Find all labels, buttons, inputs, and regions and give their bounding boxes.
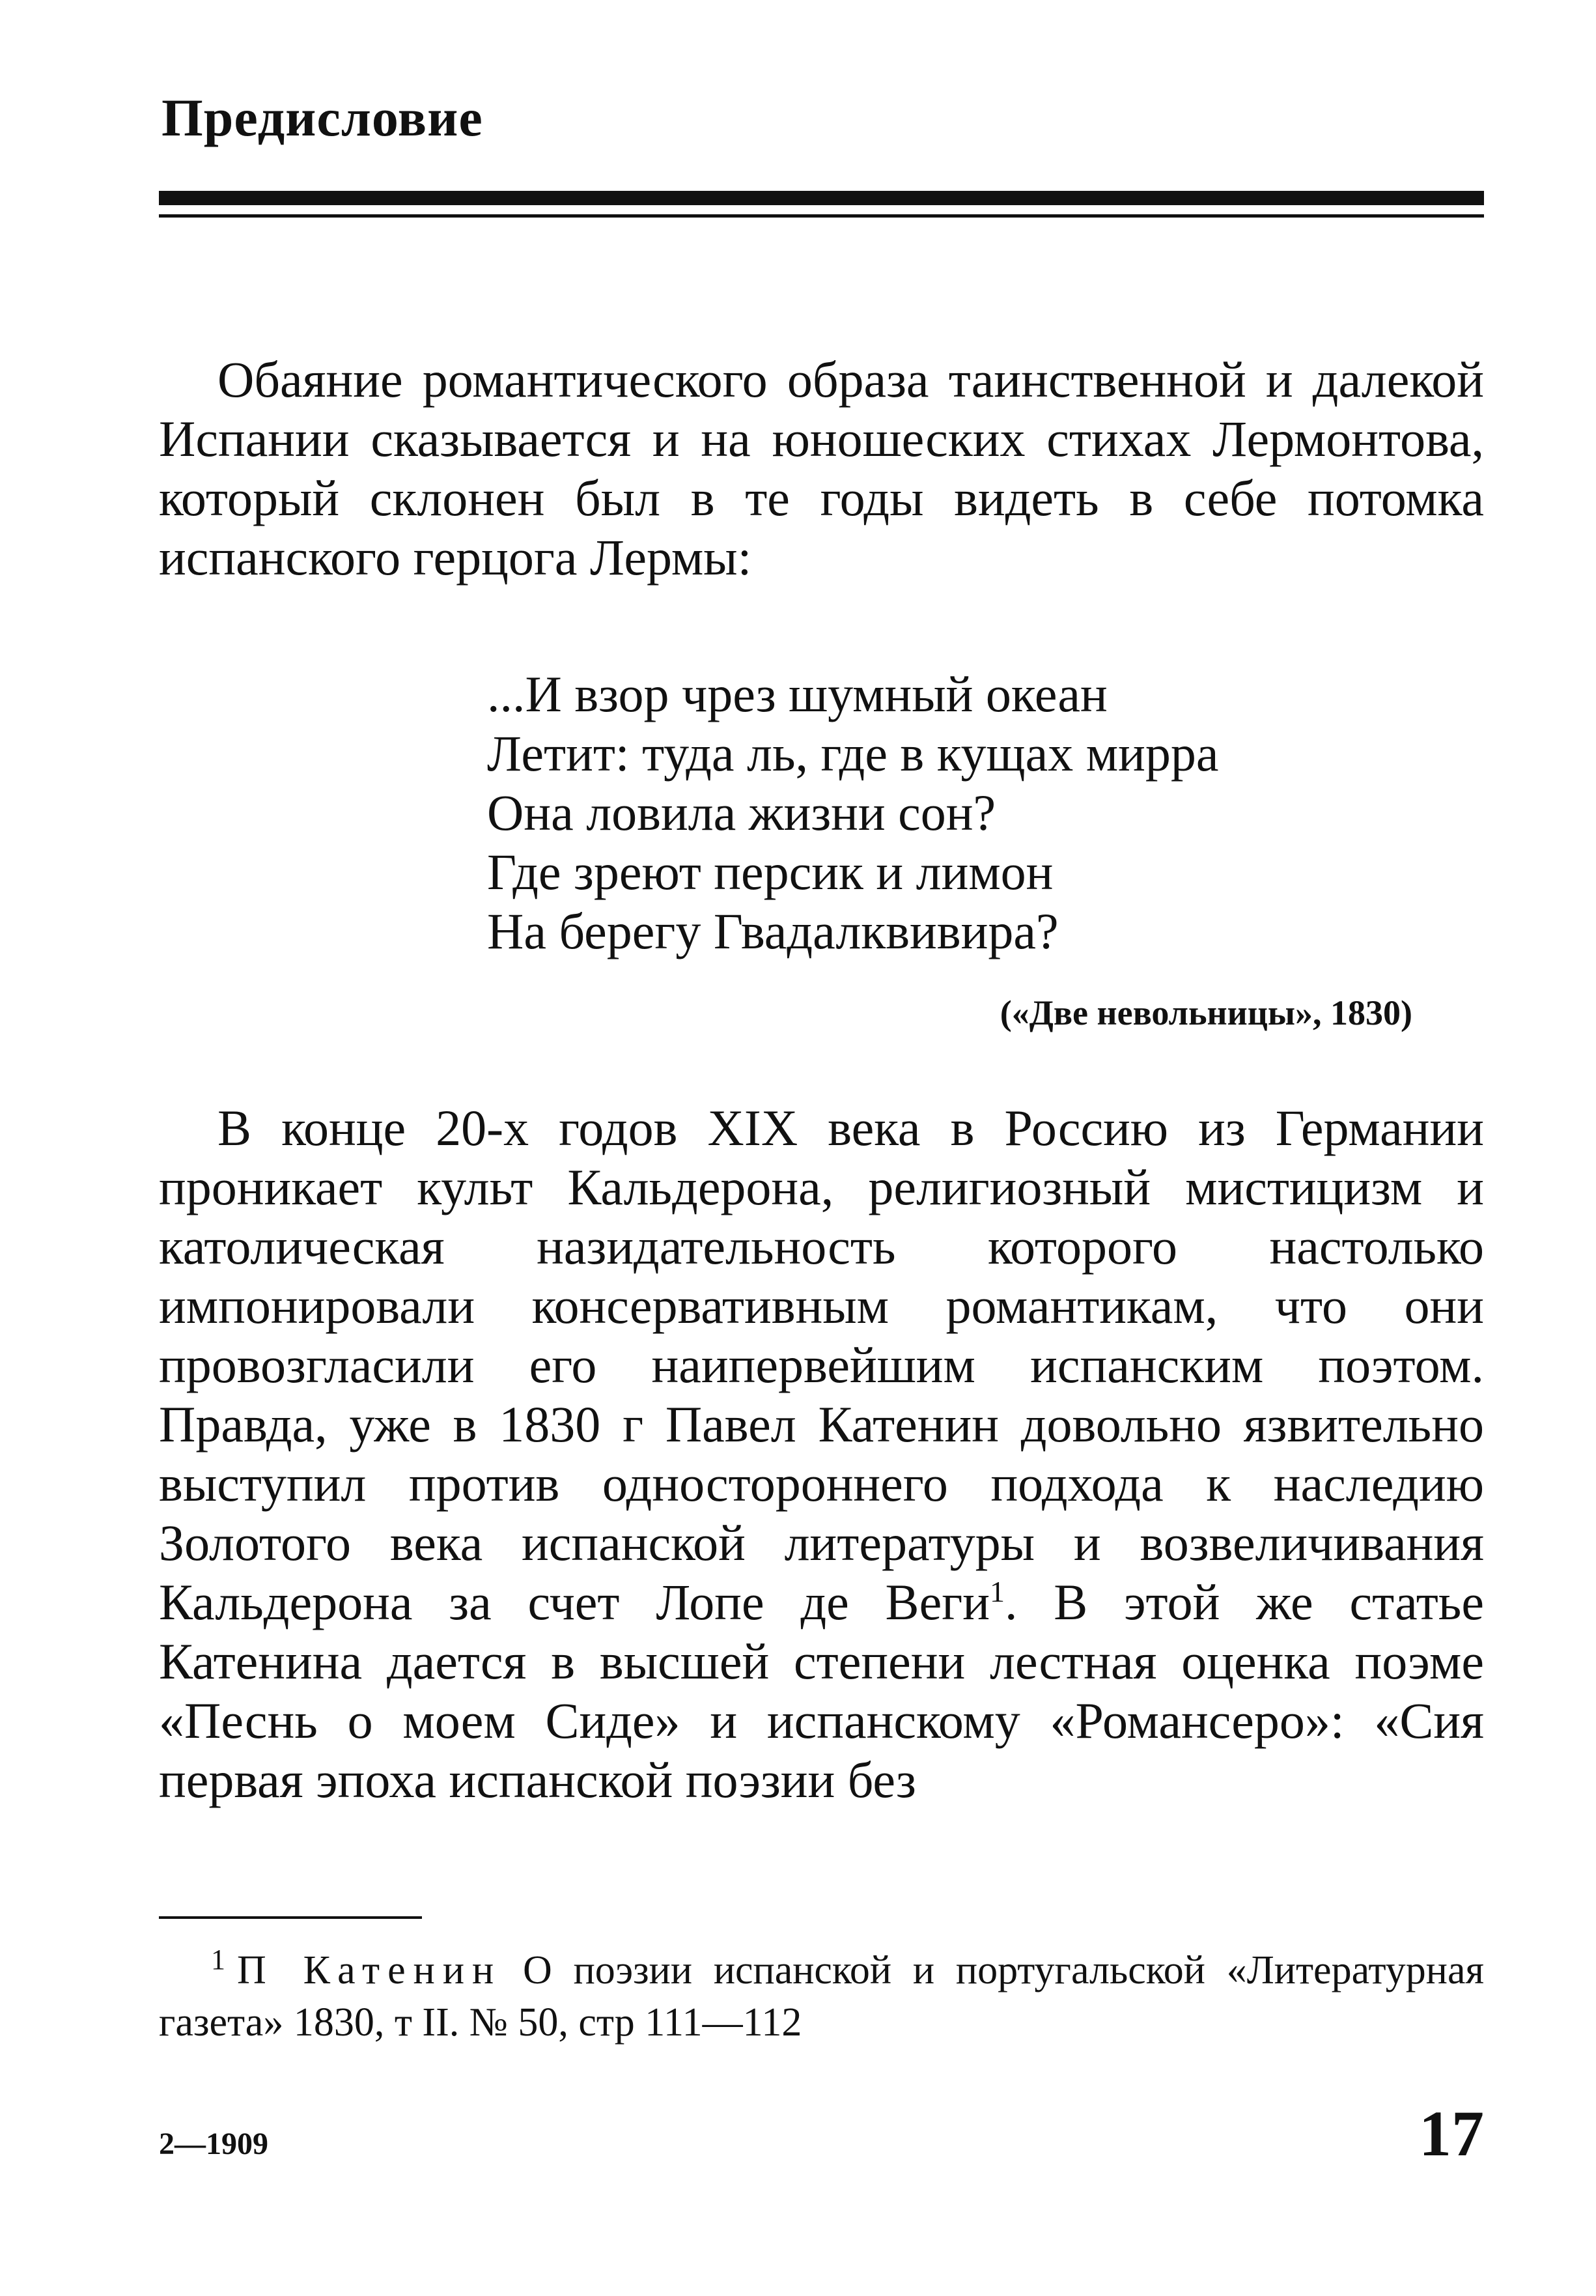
verse-line: На берегу Гвадалквивира?	[487, 903, 1059, 959]
page-title: Предисловие	[161, 88, 483, 147]
printer-signature: 2—1909	[159, 2127, 268, 2161]
footnote	[159, 1944, 1484, 2048]
footnote-reference: 1	[989, 1575, 1005, 1608]
footnote-divider	[159, 1916, 422, 1919]
header-rule-thick	[159, 191, 1484, 205]
footnote-mark: 1	[211, 1944, 225, 1976]
paragraph-2-text-continued: . В этой же статье Катенина дается в высшей степени лестная оценка поэме «Песнь о моем Сиде» и испанскому «Романсеро»: «Сия первая эпоха испанской поэзии без	[159, 1574, 1484, 1808]
paragraph-2-text: В конце 20-х годов XIX века в Россию из Германии проникает культ Кальдерона, религиозный мистицизм и католическая назидательность которого настолько импонировали консервативным романтикам, что они провозгласили его наипервейшим испанским поэтом. Правда, уже в 1830 г Павел Катенин довольно язвительно выступил против одностороннего подхода к наследию Золотого века испанской литературы и возвеличивания Кальдерона за счет Лопе де Веги	[159, 1099, 1484, 1630]
footnote-text: О поэзии испанской и португальской «Литературная газета» 1830, т II. № 50, стр 111—112	[159, 1948, 1484, 2045]
verse-source: («Две невольницы», 1830)	[1000, 993, 1412, 1032]
verse-line: Где зреют персик и лимон	[487, 843, 1054, 900]
verse-line: Она ловила жизни сон?	[487, 784, 996, 841]
paragraph-1: Обаяние романтического образа таинственной и далекой Испании сказывается и на юношеских стихах Лермонтова, который склонен был в те годы видеть в себе потомка испанского герцога Лермы:	[159, 351, 1484, 586]
page-number: 17	[1419, 2097, 1484, 2170]
header-rule-thin	[159, 214, 1484, 218]
verse-line: Летит: туда ль, где в кущах мирра	[487, 725, 1219, 782]
paragraph-2	[159, 1098, 1484, 1809]
footnote-author: П Катенин	[237, 1948, 502, 1992]
verse-quote	[487, 664, 1218, 961]
verse-line: ...И взор чрез шумный океан	[487, 666, 1108, 722]
